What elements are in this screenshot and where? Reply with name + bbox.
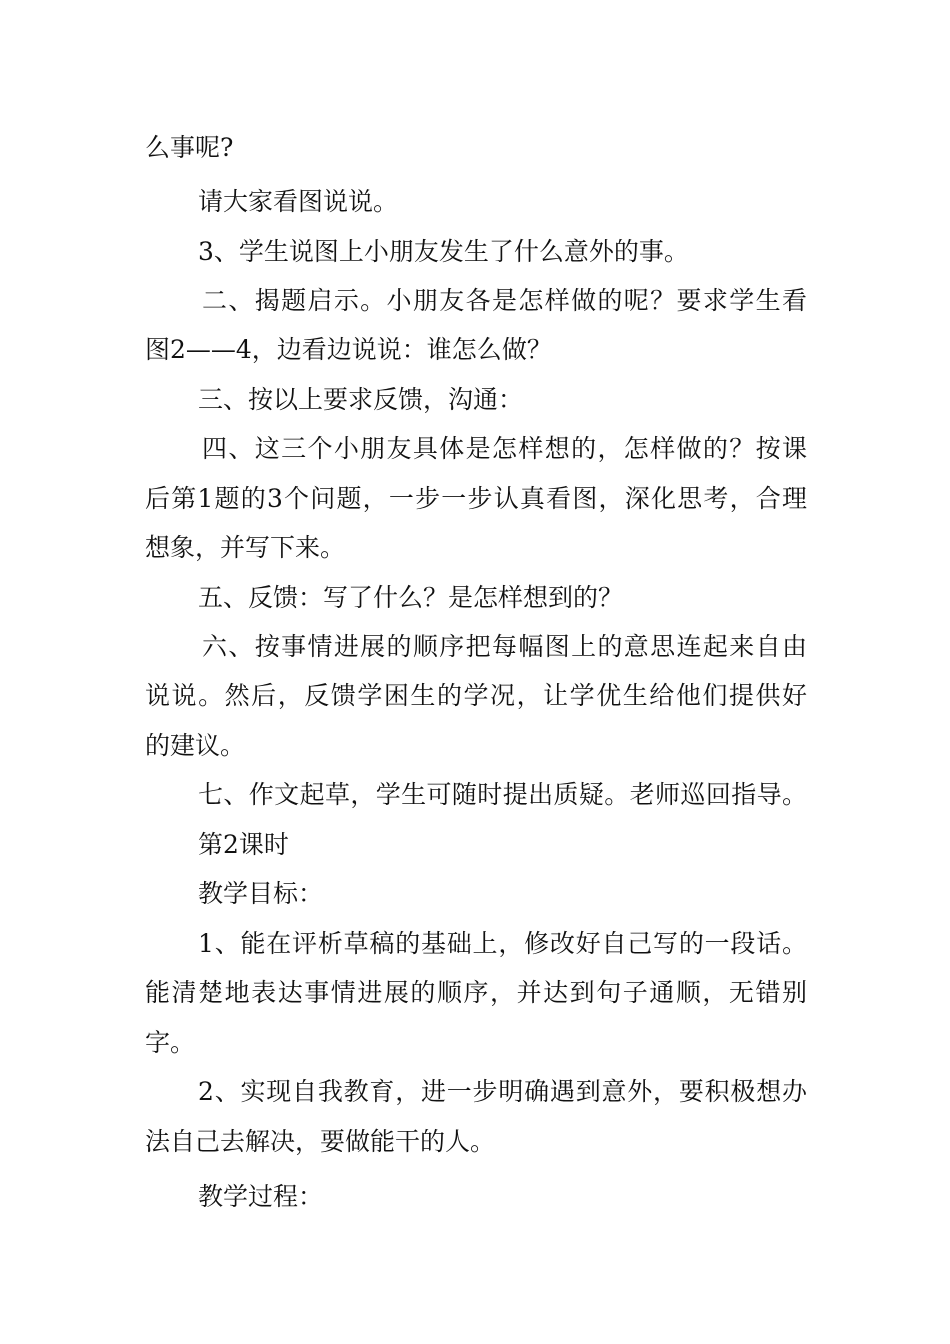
text-line: 1、能在评析草稿的基础上，修改好自己写的一段话。 — [198, 929, 807, 958]
text-line: 三、按以上要求反馈，沟通： — [198, 385, 524, 414]
text-line: 图2——4，边看边说说：谁怎么做？ — [145, 335, 552, 364]
text-line: 么事呢? — [145, 133, 234, 162]
text-line: 第2课时 — [198, 830, 289, 859]
text-line: 四、这三个小朋友具体是怎样想的，怎样做的？按课 — [202, 434, 807, 463]
text-line: 字。 — [145, 1028, 196, 1057]
text-line: 想象，并写下来。 — [145, 533, 346, 562]
text-line: 六、按事情进展的顺序把每幅图上的意思连起来自由 — [202, 632, 807, 661]
text-line: 3、学生说图上小朋友发生了什么意外的事。 — [198, 237, 689, 266]
text-line: 二、揭题启示。小朋友各是怎样做的呢？要求学生看 — [202, 286, 807, 315]
text-line: 七、作文起草，学生可随时提出质疑。老师巡回指导。 — [198, 780, 807, 809]
text-line: 的建议。 — [145, 731, 246, 760]
text-line: 教学过程： — [198, 1182, 324, 1211]
text-line: 能清楚地表达事情进展的顺序，并达到句子通顺，无错别 — [145, 978, 807, 1007]
text-line: 五、反馈：写了什么？是怎样想到的？ — [198, 583, 624, 612]
text-line: 后第1题的3个问题，一步一步认真看图，深化思考，合理 — [145, 484, 807, 513]
text-line: 法自己去解决，要做能干的人。 — [145, 1127, 496, 1156]
text-line: 2、实现自我教育，进一步明确遇到意外，要积极想办 — [198, 1077, 807, 1106]
text-line: 教学目标： — [198, 879, 324, 908]
text-line: 请大家看图说说。 — [198, 187, 399, 216]
text-line: 说说。然后，反馈学困生的学况，让学优生给他们提供好 — [145, 681, 807, 710]
